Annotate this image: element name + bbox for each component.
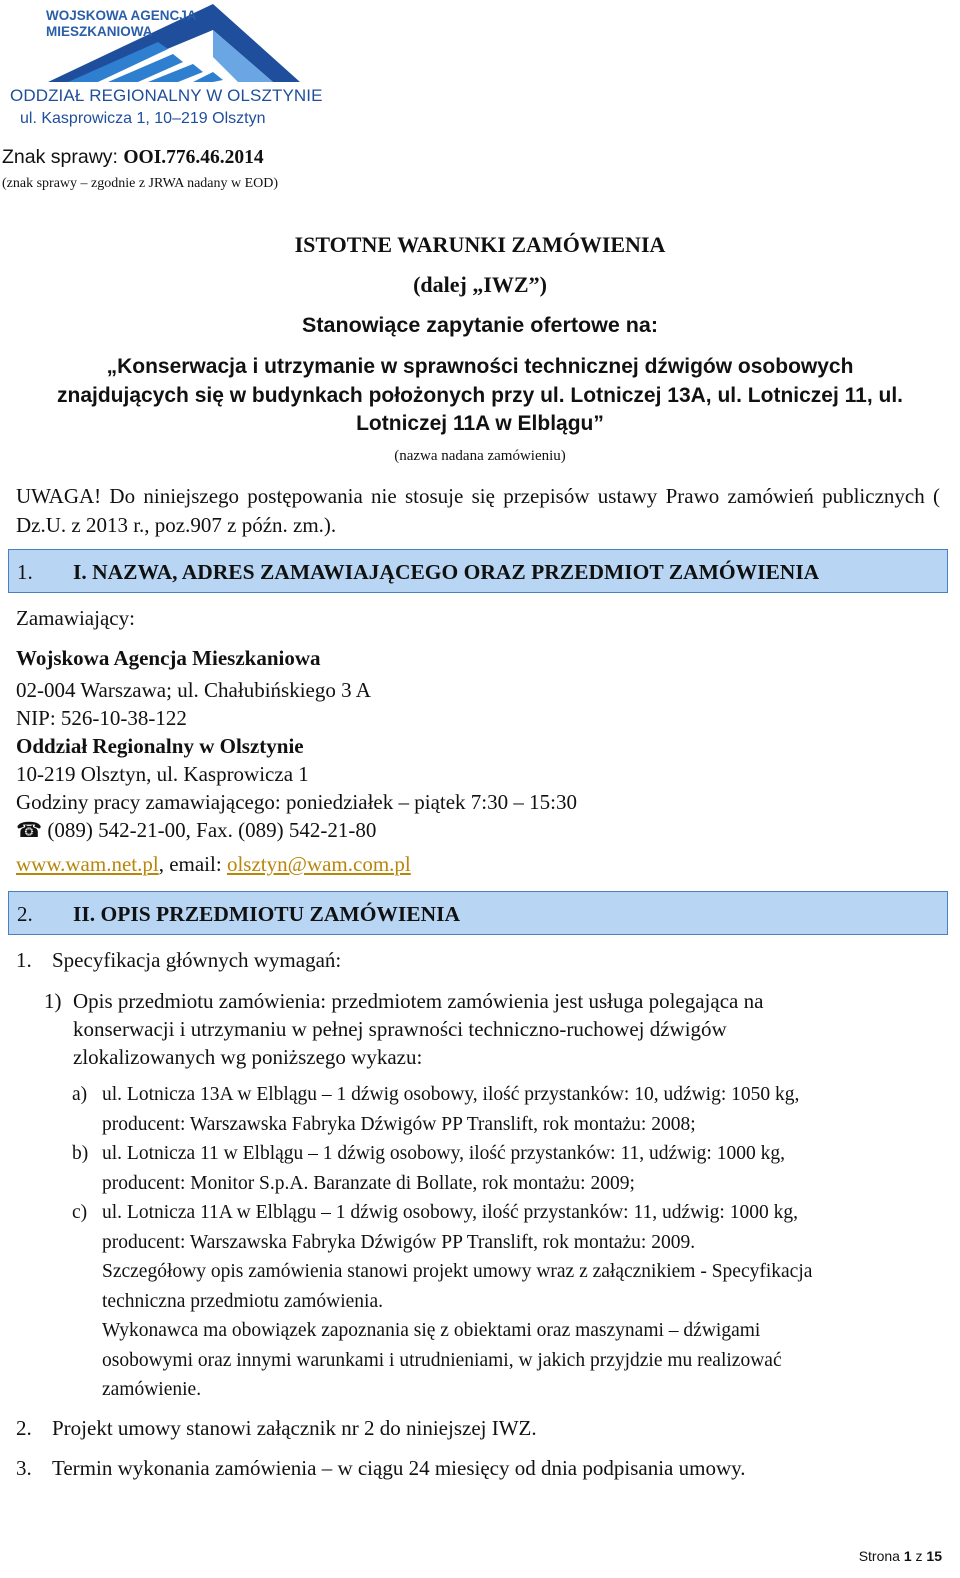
- page-label: Strona: [858, 1548, 904, 1564]
- ordering-party-label: Zamawiający:: [16, 606, 135, 630]
- list-item: [16, 948, 342, 973]
- contact-links: [16, 852, 411, 877]
- lift-letter: b): [72, 1143, 89, 1164]
- list-text: Projekt umowy stanowi załącznik nr 2 do niniejszej IWZ.: [52, 1416, 537, 1440]
- phone-numbers: (089) 542-21-00, Fax. (089) 542-21-80: [47, 818, 377, 842]
- text-line: zamówienie.: [102, 1379, 202, 1400]
- text-line: producent: Warszawska Fabryka Dźwigów PP Translift, rok montażu: 2008;: [102, 1113, 696, 1135]
- email-link[interactable]: olsztyn@wam.com.pl: [226, 852, 411, 876]
- logo: [8, 2, 323, 130]
- text-line: Opis przedmiotu zamówienia: przedmiotem zamówienia jest usługa polegająca na: [73, 989, 764, 1013]
- section-number: 2.: [17, 902, 33, 926]
- phone-line: [16, 818, 376, 843]
- list-number: 1.: [16, 948, 32, 972]
- section-header-2: [8, 891, 948, 935]
- branch-address: 10-219 Olsztyn, ul. Kasprowicza 1: [16, 762, 309, 786]
- sub-list-item: [44, 987, 944, 1069]
- case-number: [2, 146, 264, 169]
- lift-item: [72, 1080, 932, 1139]
- working-hours: Godziny pracy zamawiającego: poniedziałek – piątek 7:30 – 15:30: [16, 790, 577, 814]
- order-subject: [20, 353, 940, 439]
- text-line: osobowymi oraz innymi warunkami i utrudnieniami, w jakich przyjdzie mu realizować: [102, 1349, 782, 1371]
- text-line: ul. Lotnicza 11A w Elblągu – 1 dźwig osobowy, ilość przystanków: 11, udźwig: 1000 kg,: [102, 1202, 798, 1223]
- ordering-party-address: 02-004 Warszawa; ul. Chałubińskiego 3 A: [16, 678, 371, 702]
- text-line: ul. Lotnicza 11 w Elblągu – 1 dźwig osobowy, ilość przystanków: 11, udźwig: 1000 kg,: [102, 1143, 785, 1164]
- case-note: (znak sprawy – zgodnie z JRWA nadany w EOD): [2, 176, 279, 191]
- subject-note: (nazwa nadana zamówieniu): [394, 448, 566, 464]
- text-line: ul. Lotnicza 13A w Elblągu – 1 dźwig osobowy, ilość przystanków: 10, udźwig: 1050 kg,: [102, 1084, 800, 1105]
- branch-name: Oddział Regionalny w Olsztynie: [16, 734, 304, 758]
- detail-text: [72, 1257, 932, 1405]
- section-title: II. OPIS PRZEDMIOTU ZAMÓWIENIA: [73, 902, 461, 926]
- document-title: ISTOTNE WARUNKI ZAMÓWIENIA: [294, 232, 666, 257]
- logo-office-name: ODDZIAŁ REGIONALNY W OLSZTYNIE: [10, 86, 323, 105]
- lift-text: [102, 1198, 798, 1257]
- lift-item: [72, 1139, 932, 1198]
- text-line: Wykonawca ma obowiązek zapoznania się z obiektami oraz maszynami – dźwigami: [102, 1320, 761, 1341]
- nip: NIP: 526-10-38-122: [16, 706, 187, 730]
- list-number: 2.: [16, 1416, 32, 1440]
- list-number: 3.: [16, 1456, 32, 1480]
- lift-letter: c): [72, 1202, 88, 1223]
- page-of: z: [911, 1548, 927, 1564]
- ordering-party-name: Wojskowa Agencja Mieszkaniowa: [16, 646, 321, 670]
- list-item: [16, 1456, 746, 1481]
- total-pages: 15: [926, 1548, 942, 1564]
- section-title: I. NAZWA, ADRES ZAMAWIAJĄCEGO ORAZ PRZEDMIOT ZAMÓWIENIA: [73, 560, 820, 584]
- text-line: techniczna przedmiotu zamówienia.: [102, 1290, 383, 1312]
- document-abbreviation: (dalej „IWZ”): [413, 272, 547, 297]
- case-value: OOI.776.46.2014: [123, 147, 264, 168]
- list-text: Termin wykonania zamówienia – w ciągu 24 miesięcy od dnia podpisania umowy.: [52, 1456, 746, 1480]
- lift-list: [72, 1080, 932, 1405]
- text-line: producent: Monitor S.p.A. Baranzate di Bollate, rok montażu: 2009;: [102, 1172, 635, 1194]
- phone-icon: ☎: [16, 818, 43, 842]
- lift-item: [72, 1198, 932, 1257]
- email-label: , email:: [158, 852, 227, 876]
- section-header-1: [8, 549, 948, 593]
- subject-line: „Konserwacja i utrzymanie w sprawności technicznej dźwigów osobowych: [106, 355, 854, 378]
- warning-note: UWAGA! Do niniejszego postępowania nie stosuje się przepisów ustawy Prawo zamówień publicznych ( Dz.U. z 2013 r., poz.907 z późn. zm.).: [16, 484, 940, 537]
- document-subtitle: Stanowiące zapytanie ofertowe na:: [301, 313, 659, 337]
- page-number: [859, 1548, 942, 1564]
- list-item: [16, 1416, 537, 1441]
- logo-address: ul. Kasprowicza 1, 10–219 Olsztyn: [20, 110, 266, 127]
- text-line: zlokalizowanych wg poniższego wykazu:: [73, 1045, 423, 1069]
- lift-text: [102, 1080, 799, 1139]
- subject-line: Lotniczej 11A w Elblągu”: [356, 412, 604, 435]
- text-line: konserwacji i utrzymaniu w pełnej sprawności techniczno-ruchowej dźwigów: [73, 1017, 727, 1041]
- sub-list-number: 1): [44, 989, 62, 1013]
- logo-agency-name: WOJSKOWA AGENCJA MIESZKANIOWA: [46, 8, 197, 39]
- lift-text: [102, 1139, 785, 1198]
- subject-line: znajdujących się w budynkach położonych przy ul. Lotniczej 13A, ul. Lotniczej 11, ul.: [57, 383, 903, 407]
- lift-letter: a): [72, 1084, 88, 1105]
- case-label: Znak sprawy:: [2, 146, 124, 168]
- section-number: 1.: [17, 560, 33, 584]
- sub-list-text: [73, 987, 763, 1071]
- text-line: producent: Warszawska Fabryka Dźwigów PP Translift, rok montażu: 2009.: [102, 1231, 696, 1253]
- list-text: Specyfikacja głównych wymagań:: [52, 948, 342, 972]
- current-page: 1: [903, 1548, 912, 1564]
- text-line: Szczegółowy opis zamówienia stanowi projekt umowy wraz z załącznikiem - Specyfikacja: [102, 1261, 813, 1282]
- website-link[interactable]: www.wam.net.pl: [16, 852, 159, 876]
